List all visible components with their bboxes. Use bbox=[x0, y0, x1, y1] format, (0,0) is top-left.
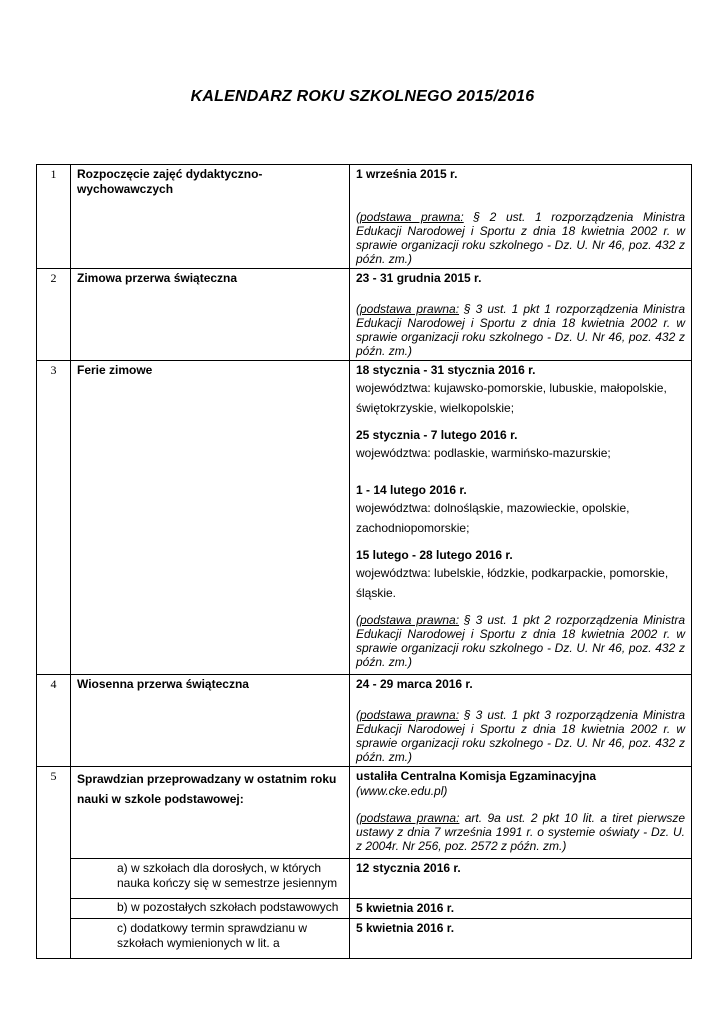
table-row bbox=[37, 361, 692, 675]
event-name: Rozpoczęcie zajęć dydaktyczno-wychowawczych bbox=[71, 165, 350, 269]
event-details bbox=[350, 165, 692, 269]
event-details bbox=[350, 361, 692, 675]
table-row bbox=[37, 859, 692, 899]
period-regions: województwa: lubelskie, łódzkie, podkarpackie, pomorskie, śląskie. bbox=[356, 566, 669, 600]
period-regions: województwa: dolnośląskie, mazowieckie, opolskie, zachodniopomorskie; bbox=[356, 501, 630, 535]
subitem-date: 5 kwietnia 2016 r. bbox=[356, 901, 455, 915]
organizer: ustaliła Centralna Komisja Egzaminacyjna bbox=[356, 769, 597, 783]
legal-basis-label: (podstawa prawna: bbox=[356, 613, 460, 627]
event-date: 1 września 2015 r. bbox=[356, 167, 458, 181]
subitem-details bbox=[350, 919, 692, 959]
event-details bbox=[350, 675, 692, 767]
page-title: KALENDARZ ROKU SZKOLNEGO 2015/2016 bbox=[190, 88, 535, 105]
table-row bbox=[37, 675, 692, 767]
legal-basis-label: (podstawa prawna: bbox=[356, 210, 464, 224]
event-date: 24 - 29 marca 2016 r. bbox=[356, 677, 473, 691]
table-row bbox=[37, 919, 692, 959]
period-dates: 15 lutego - 28 lutego 2016 r. bbox=[356, 548, 513, 562]
row-number: 4 bbox=[37, 675, 71, 767]
subitem-label: c) dodatkowy termin sprawdzianu w szkołach wymienionych w lit. a bbox=[71, 919, 350, 959]
legal-basis-label: (podstawa prawna: bbox=[356, 302, 460, 316]
event-details bbox=[350, 767, 692, 859]
period-dates: 18 stycznia - 31 stycznia 2016 r. bbox=[356, 363, 536, 377]
legal-basis: (podstawa prawna: art. 9a ust. 2 pkt 10 lit. a tiret pierwsze ustawy z dnia 7 września 1991 r. o systemie oświaty - Dz. U. z 2004r. Nr 256, poz. 2572 z późn. zm.) bbox=[356, 811, 685, 853]
calendar-table bbox=[36, 164, 692, 959]
row-number: 5 bbox=[37, 767, 71, 959]
period-dates: 25 stycznia - 7 lutego 2016 r. bbox=[356, 428, 518, 442]
legal-basis: (podstawa prawna: § 3 ust. 1 pkt 1 rozporządzenia Ministra Edukacji Narodowej i Sportu z dnia 18 kwietnia 2002 r. w sprawie organizacji roku szkolnego - Dz. U. Nr 46, poz. 432 z późn. zm.) bbox=[356, 302, 685, 358]
period-regions: województwa: podlaskie, warmińsko-mazurskie; bbox=[356, 446, 611, 460]
event-name: Sprawdzian przeprowadzany w ostatnim roku nauki w szkole podstawowej: bbox=[71, 767, 350, 859]
subitem-details bbox=[350, 859, 692, 899]
table-row bbox=[37, 899, 692, 919]
row-number: 1 bbox=[37, 165, 71, 269]
event-name: Wiosenna przerwa świąteczna bbox=[71, 675, 350, 767]
event-details bbox=[350, 269, 692, 361]
event-name: Ferie zimowe bbox=[71, 361, 350, 675]
event-name: Zimowa przerwa świąteczna bbox=[71, 269, 350, 361]
row-number: 3 bbox=[37, 361, 71, 675]
subitem-label: a) w szkołach dla dorosłych, w których nauka kończy się w semestrze jesiennym bbox=[71, 859, 350, 899]
table-row bbox=[37, 165, 692, 269]
period-regions: województwa: kujawsko-pomorskie, lubuskie, małopolskie, świętokrzyskie, wielkopolskie; bbox=[356, 381, 667, 415]
legal-basis: (podstawa prawna: § 2 ust. 1 rozporządzenia Ministra Edukacji Narodowej i Sportu z dnia 18 kwietnia 2002 r. w sprawie organizacji roku szkolnego - Dz. U. Nr 46, poz. 432 z późn. zm.) bbox=[356, 210, 685, 266]
organizer-website: (www.cke.edu.pl) bbox=[356, 784, 448, 798]
period-dates: 1 - 14 lutego 2016 r. bbox=[356, 483, 467, 497]
subitem-date: 12 stycznia 2016 r. bbox=[356, 861, 461, 875]
event-date: 23 - 31 grudnia 2015 r. bbox=[356, 271, 482, 285]
legal-basis: (podstawa prawna: § 3 ust. 1 pkt 2 rozporządzenia Ministra Edukacji Narodowej i Sportu z dnia 18 kwietnia 2002 r. w sprawie organizacji roku szkolnego - Dz. U. Nr 46, poz. 432 z późn. zm.) bbox=[356, 613, 685, 669]
table-row bbox=[37, 767, 692, 859]
subitem-label: b) w pozostałych szkołach podstawowych bbox=[71, 899, 350, 919]
row-number: 2 bbox=[37, 269, 71, 361]
subitem-date: 5 kwietnia 2016 r. bbox=[356, 921, 455, 935]
legal-basis-label: (podstawa prawna: bbox=[356, 708, 460, 722]
legal-basis: (podstawa prawna: § 3 ust. 1 pkt 3 rozporządzenia Ministra Edukacji Narodowej i Sportu z dnia 18 kwietnia 2002 r. w sprawie organizacji roku szkolnego - Dz. U. Nr 46, poz. 432 z późn. zm.) bbox=[356, 708, 685, 764]
subitem-details bbox=[350, 899, 692, 919]
table-row bbox=[37, 269, 692, 361]
legal-basis-label: (podstawa prawna: bbox=[356, 811, 460, 825]
